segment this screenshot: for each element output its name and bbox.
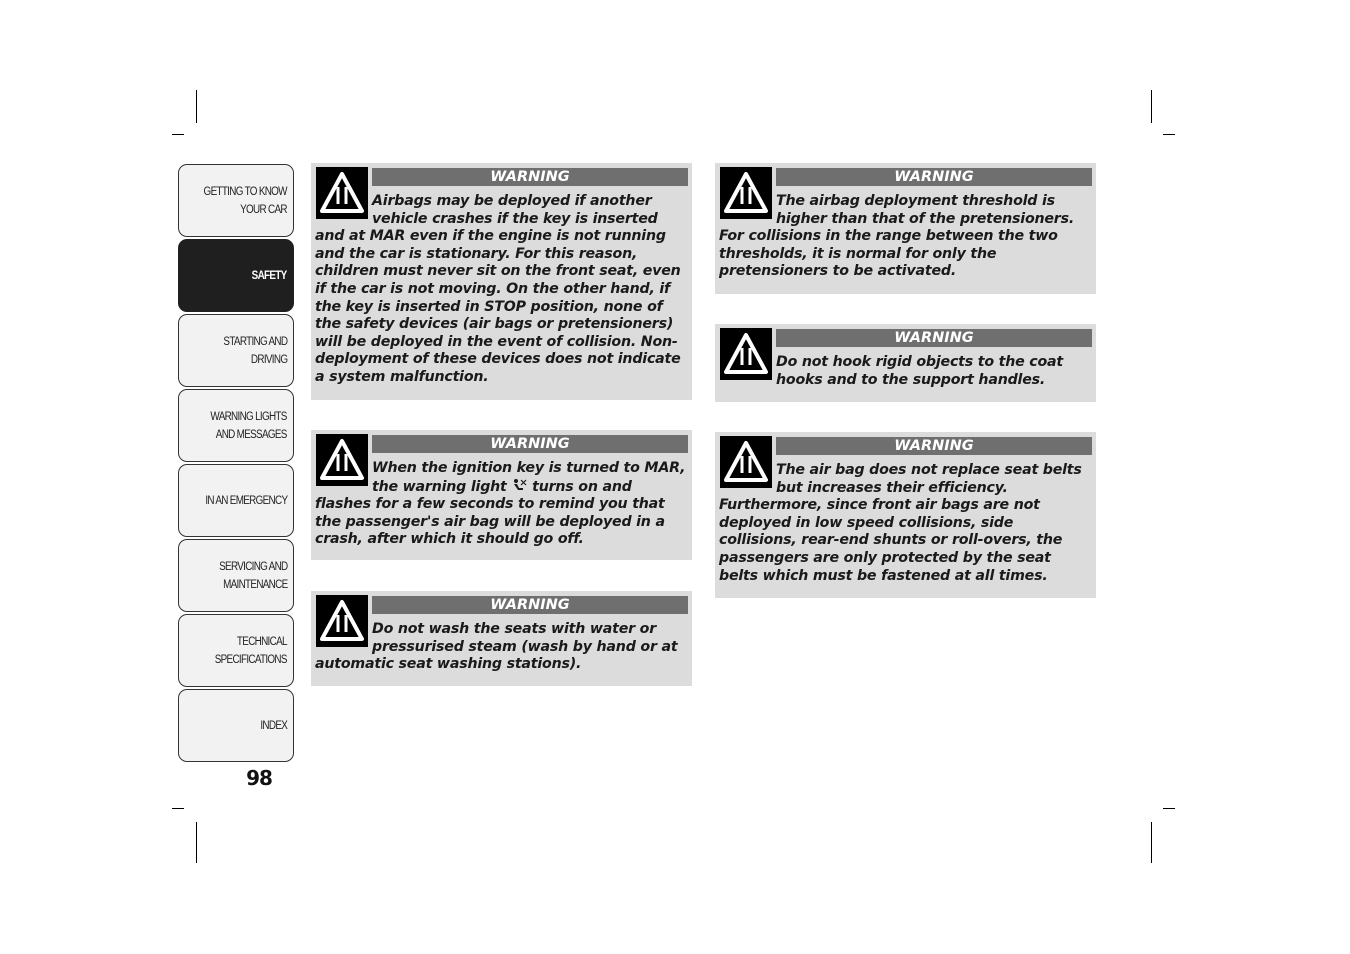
warning-text [719,354,1092,389]
crop-mark [172,808,184,809]
crop-mark [172,134,184,135]
warning-title: WARNING [372,168,688,186]
tab-servicing[interactable] [178,539,294,612]
warning-text-content: The airbag deployment threshold is higher than that of the pretensioners. For collisions in the range between the two thresholds, it is normal for only the pretensioners to be activated. [719,193,1075,280]
warning-title: WARNING [776,437,1092,455]
tab-technical[interactable] [178,614,294,687]
warning-text [719,462,1092,585]
tab-label: WARNING LIGHTS AND MESSAGES [210,410,287,441]
tab-label: INDEX [260,719,287,732]
page-number: 98 [246,766,272,790]
tab-label: STARTING AND DRIVING [223,335,287,366]
crop-mark [1151,822,1152,863]
warning-box [715,432,1096,598]
crop-mark [196,822,197,863]
warning-text-content: When the ignition key is turned to MAR, the warning light [372,460,686,495]
tab-getting-to-know[interactable] [178,164,294,237]
warning-box [311,591,692,686]
crop-mark [196,90,197,123]
warning-text [315,460,688,549]
tab-label: SAFETY [252,269,287,282]
tab-warning-lights[interactable] [178,389,294,462]
warning-box [311,163,692,400]
passenger-airbag-off-icon [511,478,527,492]
tab-starting-driving[interactable] [178,314,294,387]
tab-label: SERVICING AND MAINTENANCE [218,560,287,591]
warning-box [715,324,1096,402]
warning-title: WARNING [372,435,688,453]
crop-mark [1163,808,1175,809]
warning-text-content: Do not hook rigid objects to the coat hooks and to the support handles. [776,354,1063,388]
warning-title: WARNING [372,596,688,614]
tab-label: TECHNICAL SPECIFICATIONS [214,635,287,666]
tab-label: IN AN EMERGENCY [204,494,287,507]
warning-text-content: Do not wash the seats with water or pressurised steam (wash by hand or at automatic seat washing stations). [315,621,678,673]
tab-emergency[interactable] [178,464,294,537]
warning-title: WARNING [776,168,1092,186]
warning-text-content: Airbags may be deployed if another vehicle crashes if the key is inserted and at MAR even if the engine is not running and the car is stationary. For this reason, children must never sit on the front seat, even if the car is not moving. On the other hand, if the key is inserted in STOP position, none of the safety devices (air bags or pretensioners) will be deployed in the event of collision. Non-deployment of these devices does not indicate a system malfunction. [315,193,681,385]
crop-mark [1151,90,1152,123]
warning-title: WARNING [776,329,1092,347]
crop-mark [1163,134,1175,135]
tab-safety[interactable] [178,239,294,312]
tab-label: GETTING TO KNOW YOUR CAR [203,185,287,216]
warning-text [315,193,688,387]
tab-index[interactable] [178,689,294,762]
warning-text-content: The air bag does not replace seat belts but increases their efficiency. Furthermore, since front air bags are not deployed in low speed collisions, side collisions, rear-end shunts or roll-overs, the passengers are only protected by the seat belts which must be fastened at all times. [719,462,1082,584]
warning-text [315,621,688,674]
warning-text [719,193,1092,281]
warning-box [311,430,692,560]
warning-text-content: turns on and flashes for a few seconds to remind you that the passenger's air bag will be deployed in a crash, after which it should go off. [315,478,665,548]
warning-box [715,163,1096,294]
